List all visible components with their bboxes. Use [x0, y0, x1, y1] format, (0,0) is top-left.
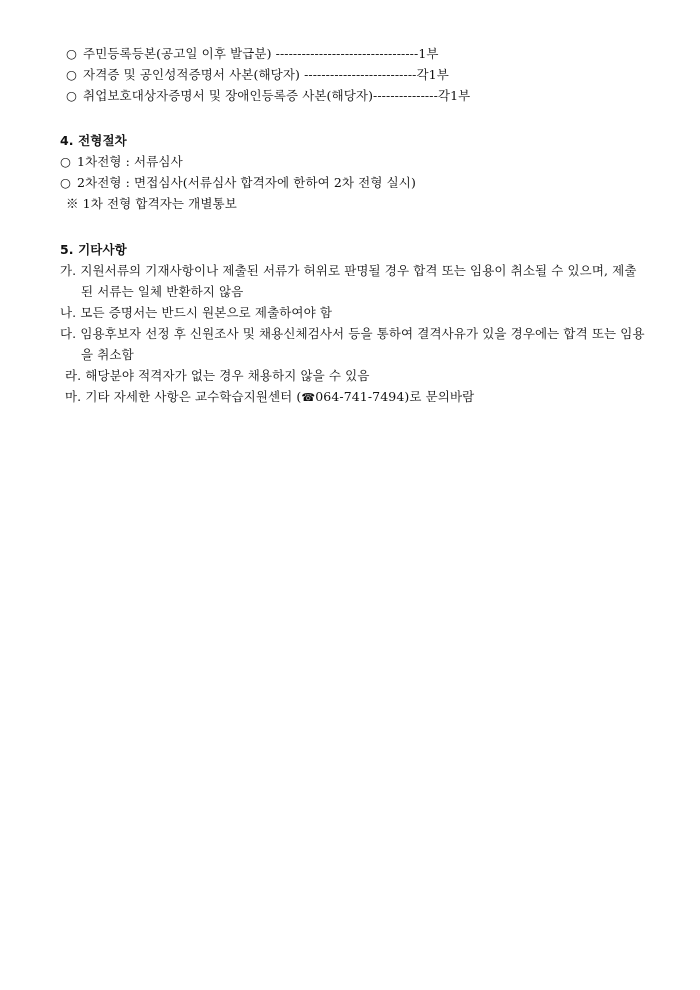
other-item-ga-line2: 된 서류는 일체 반환하지 않음 — [81, 284, 244, 299]
selection-step-2 — [60, 175, 416, 191]
circle-bullet: ○ — [60, 175, 72, 190]
circle-bullet: ○ — [66, 88, 78, 103]
other-item-na: 나. 모든 증명서는 반드시 원본으로 제출하여야 함 — [60, 305, 333, 320]
other-item-ma-suffix: 064-741-7494)로 문의바람 — [315, 389, 475, 404]
document-item-text: 자격증 및 공인성적증명서 사본(해당자) --------------------------각1부 — [83, 67, 449, 82]
other-item-ga-line1: 가. 지원서류의 기재사항이나 제출된 서류가 허위로 판명될 경우 합격 또는 임용이 취소될 수 있으며, 제출 — [60, 263, 637, 278]
other-item-ma — [65, 389, 474, 406]
circle-bullet: ○ — [66, 67, 78, 82]
circle-bullet: ○ — [60, 154, 72, 169]
document-item-text: 주민등록등본(공고일 이후 발급분) ---------------------------------1부 — [83, 46, 439, 61]
other-item-ra: 라. 해당분야 적격자가 없는 경우 채용하지 않을 수 있음 — [65, 368, 370, 383]
circle-bullet: ○ — [66, 46, 78, 61]
other-item-da-line2: 을 취소함 — [81, 347, 134, 362]
selection-step-text: 2차전형 : 면접심사(서류심사 합격자에 한하여 2차 전형 실시) — [77, 175, 416, 190]
document-item-certificate — [66, 67, 449, 83]
other-item-da-line1: 다. 임용후보자 선정 후 신원조사 및 채용신체검사서 등을 통하여 결격사유가 있을 경우에는 합격 또는 임용 — [60, 326, 645, 341]
document-item-text: 취업보호대상자증명서 및 장애인등록증 사본(해당자)---------------각1부 — [83, 88, 471, 103]
other-item-ma-prefix: 마. 기타 자세한 사항은 교수학습지원센터 ( — [65, 389, 302, 404]
selection-note: ※ 1차 전형 합격자는 개별통보 — [66, 196, 237, 211]
telephone-icon: ☎ — [301, 391, 316, 404]
section-4-title: 4. 전형절차 — [60, 133, 127, 148]
document-item-resident-registration — [66, 46, 439, 62]
document-item-employment-protection — [66, 88, 470, 104]
selection-step-text: 1차전형 : 서류심사 — [77, 154, 183, 169]
section-5-title: 5. 기타사항 — [60, 242, 127, 257]
selection-step-1 — [60, 154, 183, 170]
